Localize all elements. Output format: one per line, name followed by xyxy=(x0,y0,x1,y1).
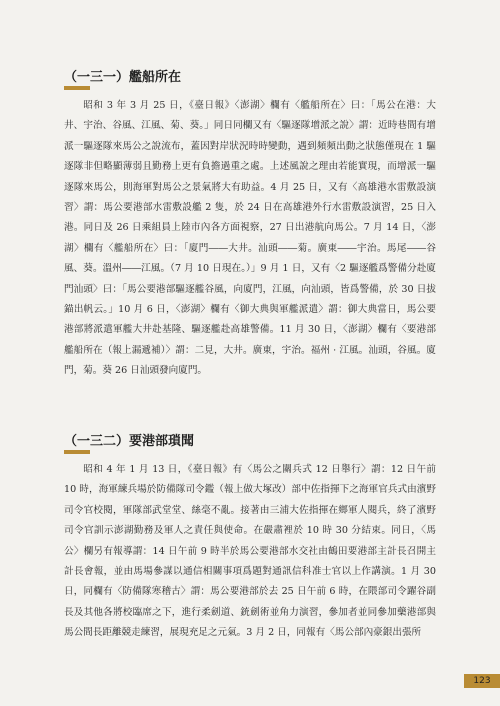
section-heading xyxy=(64,66,181,85)
section-title: （一三一）艦船所在 xyxy=(64,70,182,85)
heading-accent-bar xyxy=(64,450,90,454)
heading-accent-bar xyxy=(64,86,90,90)
section-heading xyxy=(64,430,194,449)
section-body: 昭和 4 年 1 月 13 日，《臺日報》有〈馬公之關兵式 12 日舉行〉謂：12 日午前 10 時，海軍練兵場於防備隊司令鑑（報上做大塚改）部中佐指揮下之海軍官兵式由濱野司令官校閱，軍隊部武堂堂、絲毫不亂。接著由三浦大佐指揮在鄉軍人閱兵，終了濱野司令官訓示澎湖勤務及軍人之責任與使命。在嚴肅裡於 10 時 30 分結束。同日，〈馬公〉欄另有報導謂：14 日午前 9 時半於馬公要港部水交社由鶴田要港部主計長召開主計長會報，並由馬場參謀以通信相關事項爲題對通訊信科准士官以上作講演。1 月 30 日，同欄有〈防備隊寒稽古〉謂：馬公要港部於去 25 日午前 6 時，在隈部司令躍谷副長及其他各將校臨席之下，進行柔劍道、銃劍術並角力演習，參加者並同參加藥港部與馬公間長距離競走練習，展現充足之元氣。3 月 2 日，同報有〈馬公部內豪銀出張所 xyxy=(64,464,436,639)
section-body: 昭和 3 年 3 月 25 日，《臺日報》〈澎湖〉欄有〈艦船所在〉曰：「馬公在港：大井、宇治、谷風、江風、菊、葵。」同日同欄又有〈驅逐隊增派之說〉謂：近時巷間有增派一驅逐隊來馬公之說流布，蓋因對岸狀況時時變動，遇到頻頻出動之狀態僅現在 1 驅逐隊非但略顯薄弱且勤務上更有負擔過重之處。上述風說之理由若能實現，而增派一驅逐隊來馬公，則海軍對馬公之景氣將大有助益。4 月 25 日，又有〈高雄港水雷敷設演習〉謂：馬公要港部水雷敷設艦 2 隻，於 24 日在高雄港外行水雷敷設演習，25 日入港。同日及 26 日乘組員上陸市內各方面視察，27 日出港航向馬公。7 月 14 日，〈澎湖〉欄有〈艦船所在〉曰：「廈門――大井。汕頭――菊。廣東――宇治。馬尾――谷風、葵。溫州――江風。（7 月 10 日現在。）」9 月 1 日，又有〈2 驅逐艦爲警備分赴廈門汕頭〉曰：「馬公要港部驅逐艦谷風，向廈門，江風，向汕頭，皆爲警備，於 30 日拔錨出帆云。」10 月 6 日，〈澎湖〉欄有〈御大典與軍艦派遣〉謂：御大典當日，馬公要港部將派遣軍艦大井赴基隆、驅逐艦赴高雄警備。11 月 30 日，〈澎湖〉欄有〈要港部艦船所在（報上漏遞補）〉謂：二見，大井。廣東，宇治。福州 · 江風。汕頭，谷風。廈門，菊。葵 26 日汕頭發向廈門。 xyxy=(64,100,436,377)
page-number: 123 xyxy=(464,674,500,688)
section-title: （一三二）要港部瑣聞 xyxy=(64,434,195,449)
